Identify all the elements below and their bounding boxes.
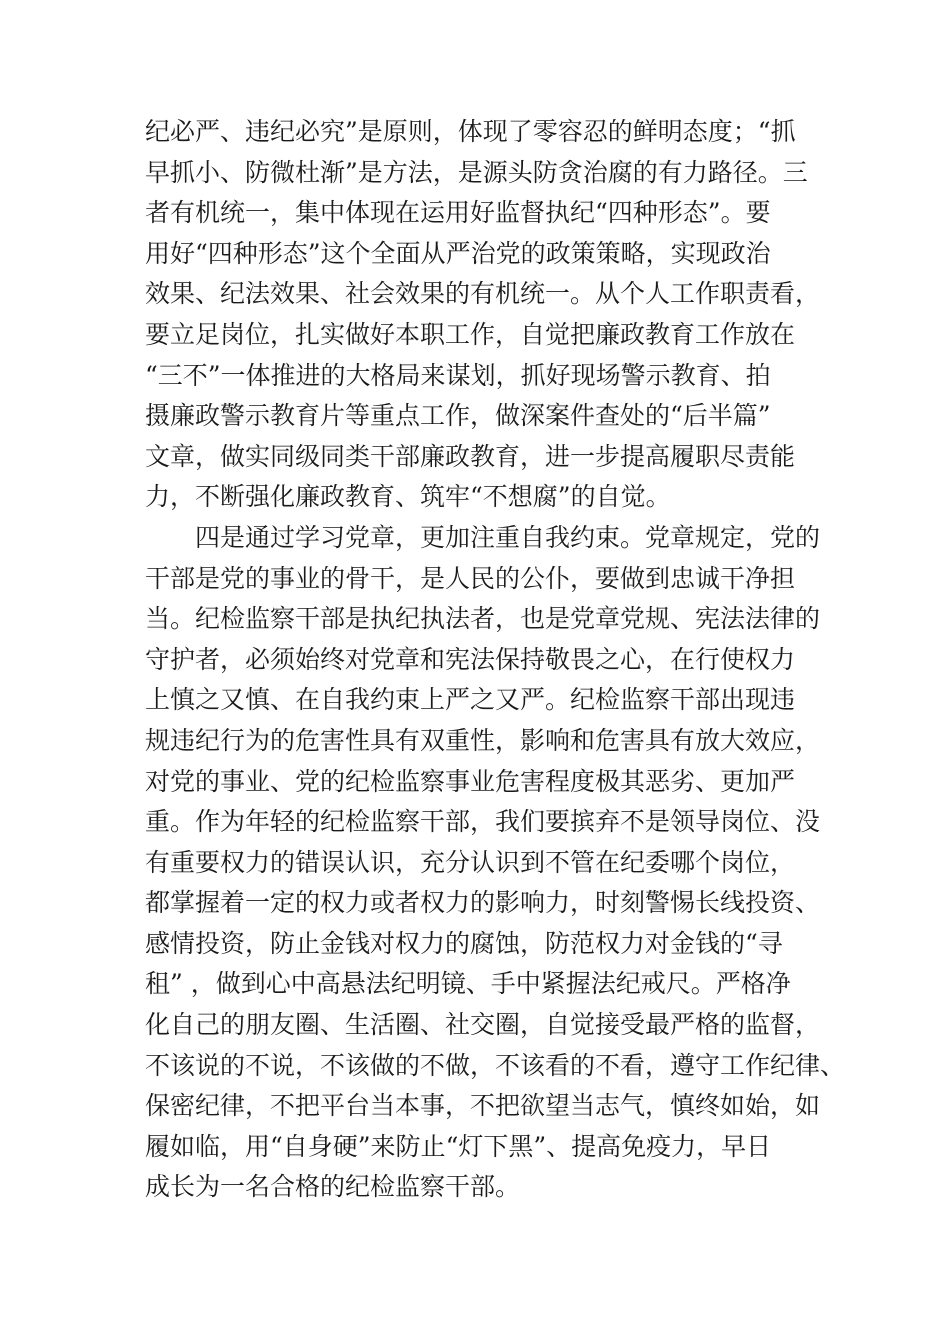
text-line: 感情投资，防止金钱对权力的腐蚀，防范权力对金钱的“寻 — [145, 928, 783, 958]
text-line: 文章，做实同级同类干部廉政教育，进一步提高履职尽责能 — [145, 441, 796, 471]
text-line: 用好“四种形态”这个全面从严治党的政策策略，实现政治 — [145, 238, 771, 268]
document-body — [145, 112, 846, 1208]
text-line: 四是通过学习党章，更加注重自我约束。党章规定，党的 — [195, 522, 821, 552]
text-line: 上慎之又慎、在自我约束上严之又严。纪检监察干部出现违 — [145, 685, 796, 715]
text-line: 当。纪检监察干部是执纪执法者，也是党章党规、宪法法律的 — [145, 604, 821, 634]
text-line: 纪必严、违纪必究”是原则，体现了零容忍的鲜明态度；“抓 — [145, 117, 796, 146]
text-line: 效果、纪法效果、社会效果的有机统一。从个人工作职责看， — [145, 279, 821, 309]
text-line: 早抓小、防微杜渐”是方法，是源头防贪治腐的有力路径。三 — [145, 157, 808, 187]
text-line: 规违纪行为的危害性具有双重性，影响和危害具有放大效应， — [145, 725, 821, 755]
text-line: 摄廉政警示教育片等重点工作，做深案件查处的“后半篇” — [145, 401, 771, 431]
text-line: 守护者，必须始终对党章和宪法保持敬畏之心，在行使权力 — [145, 644, 796, 674]
text-line: “三不”一体推进的大格局来谋划，抓好现场警示教育、拍 — [145, 360, 771, 390]
text-line: 干部是党的事业的骨干，是人民的公仆，要做到忠诚干净担 — [145, 563, 796, 593]
text-line: 要立足岗位，扎实做好本职工作，自觉把廉政教育工作放在 — [145, 319, 796, 349]
paragraph-2 — [145, 518, 846, 1208]
text-line: 对党的事业、党的纪检监察事业危害程度极其恶劣、更加严 — [145, 766, 796, 796]
text-line: 不该说的不说，不该做的不做，不该看的不看，遵守工作纪律、 — [145, 1050, 846, 1080]
text-line: 化自己的朋友圈、生活圈、社交圈，自觉接受最严格的监督， — [145, 1010, 821, 1040]
text-line: 成长为一名合格的纪检监察干部。 — [145, 1172, 521, 1202]
text-line: 履如临，用“自身硬”来防止“灯下黑”、提高免疫力，早日 — [145, 1131, 772, 1161]
text-line: 者有机统一，集中体现在运用好监督执纪“四种形态”。要 — [145, 198, 771, 228]
text-line: 力，不断强化廉政教育、筑牢“不想腐”的自觉。 — [145, 482, 671, 512]
text-line: 重。作为年轻的纪检监察干部，我们要摈弃不是领导岗位、没 — [145, 807, 821, 837]
text-line: 租” ，做到心中高悬法纪明镜、手中紧握法纪戒尺。严格净 — [145, 969, 791, 999]
text-line: 都掌握着一定的权力或者权力的影响力，时刻警惕长线投资、 — [145, 888, 821, 918]
text-line: 有重要权力的错误认识，充分认识到不管在纪委哪个岗位， — [145, 847, 796, 877]
paragraph-1 — [145, 112, 821, 518]
text-line: 保密纪律，不把平台当本事，不把欲望当志气，慎终如始，如 — [145, 1091, 821, 1121]
